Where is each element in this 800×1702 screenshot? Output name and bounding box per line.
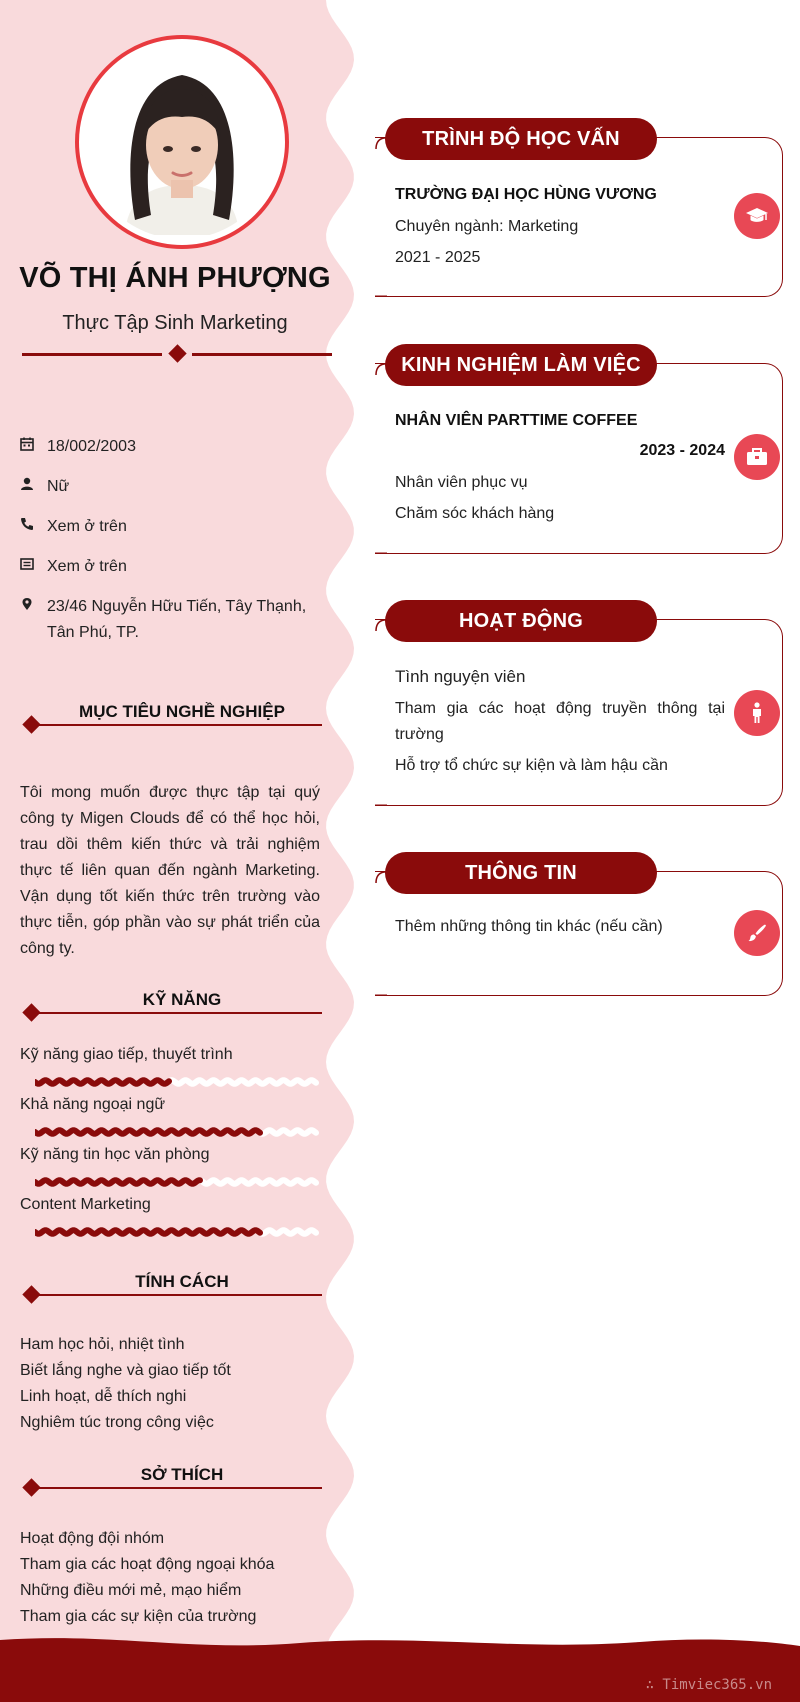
list-item: Những điều mới mẻ, mạo hiểm xyxy=(20,1582,242,1599)
candidate-name: VÕ THỊ ÁNH PHƯỢNG xyxy=(19,262,331,294)
skill-level-bar xyxy=(35,1126,320,1138)
personality-heading xyxy=(22,1272,322,1302)
skill-level-bar xyxy=(35,1076,320,1088)
info-text: Thêm những thông tin khác (nếu cần) xyxy=(395,918,663,935)
graduation-cap-icon xyxy=(734,193,780,239)
card-left-edge xyxy=(375,619,387,806)
hobbies-heading xyxy=(22,1465,322,1495)
card-left-edge xyxy=(375,363,387,554)
personality-heading-text: TÍNH CÁCH xyxy=(135,1272,229,1291)
skill-bar-fill xyxy=(35,1180,200,1184)
experience-years: 2023 - 2024 xyxy=(639,442,725,459)
education-major: Chuyên ngành: Marketing xyxy=(395,218,579,235)
profile-photo xyxy=(85,45,279,239)
contact-birthdate xyxy=(20,434,320,460)
person-icon xyxy=(20,474,47,500)
education-heading: TRÌNH ĐỘ HỌC VẤN xyxy=(385,118,657,160)
contact-phone xyxy=(20,514,320,540)
list-item: Tham gia các sự kiện của trường xyxy=(20,1608,257,1625)
contact-text: 23/46 Nguyễn Hữu Tiến, Tây Thạnh, Tân Phú, TP. xyxy=(47,598,307,641)
contact-text: Nữ xyxy=(47,478,70,495)
calendar-icon xyxy=(20,434,47,460)
skills-heading xyxy=(22,990,322,1020)
objective-text: Tôi mong muốn được thực tập tại quý công ty Migen Clouds để có thể học hỏi, trau dồi thêm kiến thức và trải nghiệm thực tế liên quan đến ngành Marketing. Vận dụng tốt kiến thức trên trường vào thực tiễn, góp phần vào sự phát triển của công ty. xyxy=(20,784,320,957)
watermark-text: Timviec365.vn xyxy=(662,1677,772,1693)
list-item: Biết lắng nghe và giao tiếp tốt xyxy=(20,1362,231,1379)
card-left-edge xyxy=(375,871,387,996)
experience-position: NHÂN VIÊN PARTTIME COFFEE xyxy=(395,412,638,429)
skill-bar-fill xyxy=(35,1080,169,1084)
contact-address xyxy=(20,594,320,646)
education-school: TRƯỜNG ĐẠI HỌC HÙNG VƯƠNG xyxy=(395,186,657,203)
activities-title: Tình nguyện viên xyxy=(395,667,526,686)
skills-heading-text: KỸ NĂNG xyxy=(142,990,222,1009)
candidate-title: Thực Tập Sinh Marketing xyxy=(62,312,288,334)
activities-heading: HOẠT ĐỘNG xyxy=(385,600,657,642)
skill-bar-fill xyxy=(35,1130,260,1134)
skill-level-bar xyxy=(35,1176,320,1188)
list-item: Tham gia các hoạt động ngoại khóa xyxy=(20,1556,275,1573)
skill-name: Kỹ năng giao tiếp, thuyết trình xyxy=(20,1046,233,1063)
sidebar xyxy=(0,0,350,1640)
contact-email xyxy=(20,554,320,580)
objective-heading-text: MỤC TIÊU NGHỀ NGHIỆP xyxy=(79,702,285,721)
portrait-illustration xyxy=(85,45,279,239)
contact-gender xyxy=(20,474,320,500)
experience-heading: KINH NGHIỆM LÀM VIỆC xyxy=(385,344,657,386)
location-icon xyxy=(20,594,47,646)
hobbies-heading-text: SỞ THÍCH xyxy=(140,1465,224,1484)
person-standing-icon xyxy=(734,690,780,736)
skill-name: Kỹ năng tin học văn phòng xyxy=(20,1146,210,1163)
activities-detail: Tham gia các hoạt động truyền thông tại trường xyxy=(395,700,725,743)
activities-detail: Hỗ trợ tổ chức sự kiện và làm hậu cần xyxy=(395,757,668,774)
skill-level-bar xyxy=(35,1226,320,1238)
personality-list xyxy=(20,1332,320,1436)
list-item: Nghiêm túc trong công việc xyxy=(20,1414,214,1431)
info-heading: THÔNG TIN xyxy=(385,852,657,894)
objective-heading xyxy=(22,702,322,732)
contact-text: Xem ở trên xyxy=(47,558,127,575)
experience-duty: Chăm sóc khách hàng xyxy=(395,505,555,522)
brush-icon xyxy=(734,910,780,956)
skill-bar-fill xyxy=(35,1230,260,1234)
list-item: Hoạt động đội nhóm xyxy=(20,1530,165,1547)
skill-name: Khả năng ngoại ngữ xyxy=(20,1096,166,1113)
list-item: Linh hoạt, dễ thích nghi xyxy=(20,1388,187,1405)
phone-icon xyxy=(20,514,47,540)
contact-text: Xem ở trên xyxy=(47,518,127,535)
hobbies-list xyxy=(20,1526,320,1630)
experience-duty: Nhân viên phục vụ xyxy=(395,474,528,491)
title-divider xyxy=(22,353,332,356)
education-years: 2021 - 2025 xyxy=(395,249,481,266)
watermark: ∴ Timviec365.vn xyxy=(645,1677,772,1693)
email-icon xyxy=(20,554,47,580)
skill-name: Content Marketing xyxy=(20,1196,151,1213)
contact-text: 18/002/2003 xyxy=(47,438,136,455)
briefcase-icon xyxy=(734,434,780,480)
card-left-edge xyxy=(375,137,387,297)
profile-photo-frame xyxy=(75,35,289,249)
list-item: Ham học hỏi, nhiệt tình xyxy=(20,1336,185,1353)
